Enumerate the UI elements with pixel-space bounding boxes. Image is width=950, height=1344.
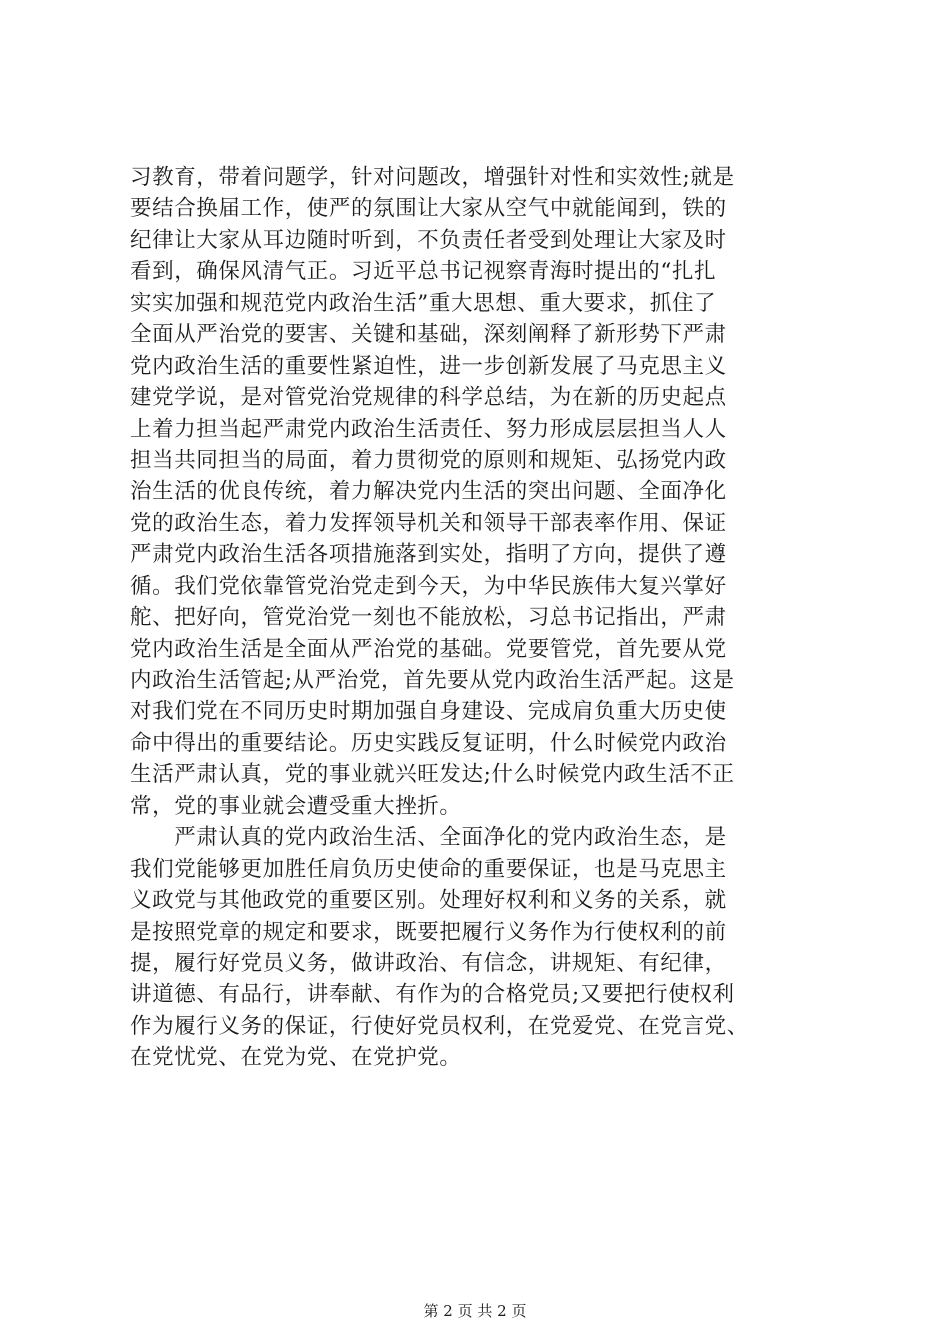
text-line: 实实加强和规范党内政治生活”重大思想、重大要求，抓住了 <box>130 290 717 316</box>
text-line: 讲道德、有品行，讲奉献、有作为的合格党员;又要把行使权利 <box>130 982 735 1008</box>
text-line: 对我们党在不同历史时期加强自身建设、完成肩负重大历史使 <box>130 699 727 725</box>
text-line: 党内政治生活是全面从严治党的基础。党要管党，首先要从党 <box>130 636 727 662</box>
text-line: 在党忧党、在党为党、在党护党。 <box>130 1045 462 1071</box>
text-line: 舵、把好向，管党治党一刻也不能放松，习总书记指出，严肃 <box>130 605 727 631</box>
text-line: 命中得出的重要结论。历史实践反复证明，什么时候党内政治 <box>130 730 727 756</box>
text-line: 义政党与其他政党的重要区别。处理好权利和义务的关系，就 <box>130 888 727 914</box>
text-line: 严肃认真的党内政治生活、全面净化的党内政治生态，是 <box>130 825 727 851</box>
text-line: 建党学说，是对管党治党规律的科学总结，为在新的历史起点 <box>130 385 727 411</box>
text-line: 我们党能够更加胜任肩负历史使命的重要保证，也是马克思主 <box>130 856 727 882</box>
text-line: 循。我们党依靠管党治党走到今天，为中华民族伟大复兴掌好 <box>130 573 727 599</box>
page-footer: 第 2 页 共 2 页 <box>423 1302 527 1320</box>
text-line: 全面从严治党的要害、关键和基础，深刻阐释了新形势下严肃 <box>130 322 727 348</box>
text-line: 要结合换届工作，使严的氛围让大家从空气中就能闻到，铁的 <box>130 196 727 222</box>
text-line: 提，履行好党员义务，做讲政治、有信念，讲规矩、有纪律， <box>130 950 727 976</box>
body-text <box>130 162 830 1074</box>
text-line: 内政治生活管起;从严治党，首先要从党内政治生活严起。这是 <box>130 668 735 693</box>
text-line: 生活严肃认真，党的事业就兴旺发达;什么时候党内政生活不正 <box>130 762 735 788</box>
text-line: 担当共同担当的局面，着力贯彻党的原则和规矩、弘扬党内政 <box>130 447 727 473</box>
text-line: 纪律让大家从耳边随时听到，不负责任者受到处理让大家及时 <box>130 227 727 253</box>
text-line: 党的政治生态，着力发挥领导机关和领导干部表率作用、保证 <box>130 510 727 536</box>
text-line: 治生活的优良传统，着力解决党内生活的突出问题、全面净化 <box>130 479 727 505</box>
text-line: 是按照党章的规定和要求，既要把履行义务作为行使权利的前 <box>130 919 727 945</box>
text-line: 党内政治生活的重要性紧迫性，进一步创新发展了马克思主义 <box>130 353 727 379</box>
text-line: 习教育，带着问题学，针对问题改，增强针对性和实效性;就是 <box>130 165 735 190</box>
text-line: 常，党的事业就会遭受重大挫折。 <box>130 793 462 819</box>
text-line: 严肃党内政治生活各项措施落到实处，指明了方向，提供了遵 <box>130 542 727 568</box>
text-line: 上着力担当起严肃党内政治生活责任、努力形成层层担当人人 <box>130 416 727 442</box>
text-line: 作为履行义务的保证，行使好党员权利，在党爱党、在党言党、 <box>130 1013 749 1039</box>
text-line: 看到，确保风清气正。习近平总书记视察青海时提出的“扎扎 <box>130 259 717 285</box>
